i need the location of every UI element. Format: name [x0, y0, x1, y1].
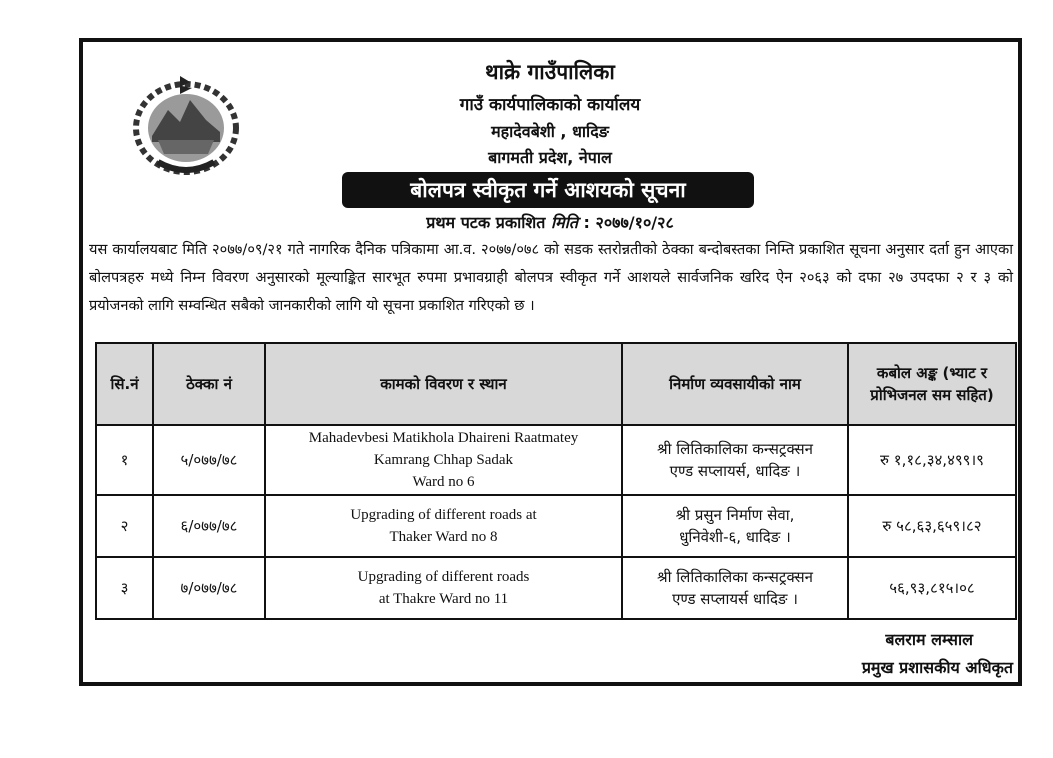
contractor-line: श्री लितिकालिका कन्सट्रक्सन	[657, 568, 813, 586]
signatory-designation: प्रमुख प्रशासकीय अधिकृत	[861, 658, 1013, 677]
cell-sn: ३	[96, 557, 153, 619]
office-province: बागमती प्रदेश, नेपाल	[488, 148, 612, 167]
description-line: Ward no 6	[412, 474, 475, 490]
cell-contractor	[622, 495, 848, 557]
date-label: मिति	[550, 213, 578, 232]
table-row	[96, 557, 1016, 619]
contractor-line: एण्ड सप्लायर्स धादिङ ।	[672, 590, 798, 608]
contractor-line: श्री प्रसुन निर्माण सेवा,	[675, 506, 795, 524]
cell-description	[265, 495, 622, 557]
contractor-line: श्री लितिकालिका कन्सट्रक्सन	[657, 440, 813, 458]
table-row	[96, 425, 1016, 495]
government-emblem-icon	[128, 70, 244, 182]
table-row	[96, 495, 1016, 557]
cell-contractor	[622, 557, 848, 619]
cell-contract-no: ७/०७७/७८	[153, 557, 265, 619]
office-name: थाक्रे गाउँपालिका	[485, 60, 615, 84]
office-address: महादेवबेशी , धादिङ	[491, 122, 609, 141]
bid-table	[95, 342, 1017, 620]
cell-amount: रु १,१८,३४,४९९।९	[848, 425, 1016, 495]
cell-contractor	[622, 425, 848, 495]
office-subtitle: गाउँ कार्यपालिकाको कार्यालय	[459, 95, 641, 115]
cell-description	[265, 557, 622, 619]
description-line: Thaker Ward no 8	[389, 529, 498, 545]
description-line: Upgrading of different roads at	[350, 507, 537, 523]
description-line: Kamrang Chhap Sadak	[373, 452, 514, 468]
description-line: at Thakre Ward no 11	[378, 591, 509, 607]
cell-sn: २	[96, 495, 153, 557]
table-header-row	[96, 343, 1016, 425]
col-header-description: कामको विवरण र स्थान	[265, 343, 622, 425]
cell-description	[265, 425, 622, 495]
description-line: Upgrading of different roads	[357, 569, 530, 585]
cell-amount: रु ५८,६३,६५९।८२	[848, 495, 1016, 557]
col-header-contractor: निर्माण व्यवसायीको नाम	[622, 343, 848, 425]
contractor-line: धुनिवेशी-६, धादिङ ।	[679, 528, 791, 546]
publish-label: प्रथम पटक प्रकाशित	[426, 213, 546, 232]
col-header-sn: सि.नं	[96, 343, 153, 425]
notice-body: यस कार्यालयबाट मिति २०७७/०९/२१ गते नागरिक दैनिक पत्रिकामा आ.व. २०७७/०७८ को सडक स्तरोन्नतीको ठेक्का बन्दोबस्तका निम्ति प्रकाशित सूचना अनुसार दर्ता हुन आएका बोलपत्रहरु मध्ये निम्न विवरण अनुसारको मूल्याङ्कित सारभूत रुपमा प्रभावग्राही बोलपत्र स्वीकृत गर्ने आशयले सार्वजनिक खरिद ऐन २०६३ को दफा २७ उपदफा २ र ३ को प्रयोजनको लागि सम्वन्धित सबैको जानकारीको लागि यो सूचना प्रकाशित गरिएको छ ।	[89, 241, 1013, 314]
description-line: Mahadevbesi Matikhola Dhaireni Raatmatey	[308, 430, 579, 446]
publish-line	[300, 211, 800, 233]
cell-amount: ५६,९३,८१५।०८	[848, 557, 1016, 619]
date-value: : २०७७/१०/२८	[583, 213, 674, 232]
col-header-contract-no: ठेक्का नं	[153, 343, 265, 425]
contractor-line: एण्ड सप्लायर्स, धादिङ ।	[669, 462, 801, 480]
cell-contract-no: ६/०७७/७८	[153, 495, 265, 557]
col-header-amount: कबोल अङ्क (भ्याट र प्रोभिजनल सम सहित)	[848, 343, 1016, 425]
notice-title: बोलपत्र स्वीकृत गर्ने आशयको सूचना	[342, 172, 754, 208]
signatory-name: बलराम लम्साल	[885, 630, 973, 649]
cell-contract-no: ५/०७७/७८	[153, 425, 265, 495]
cell-sn: १	[96, 425, 153, 495]
